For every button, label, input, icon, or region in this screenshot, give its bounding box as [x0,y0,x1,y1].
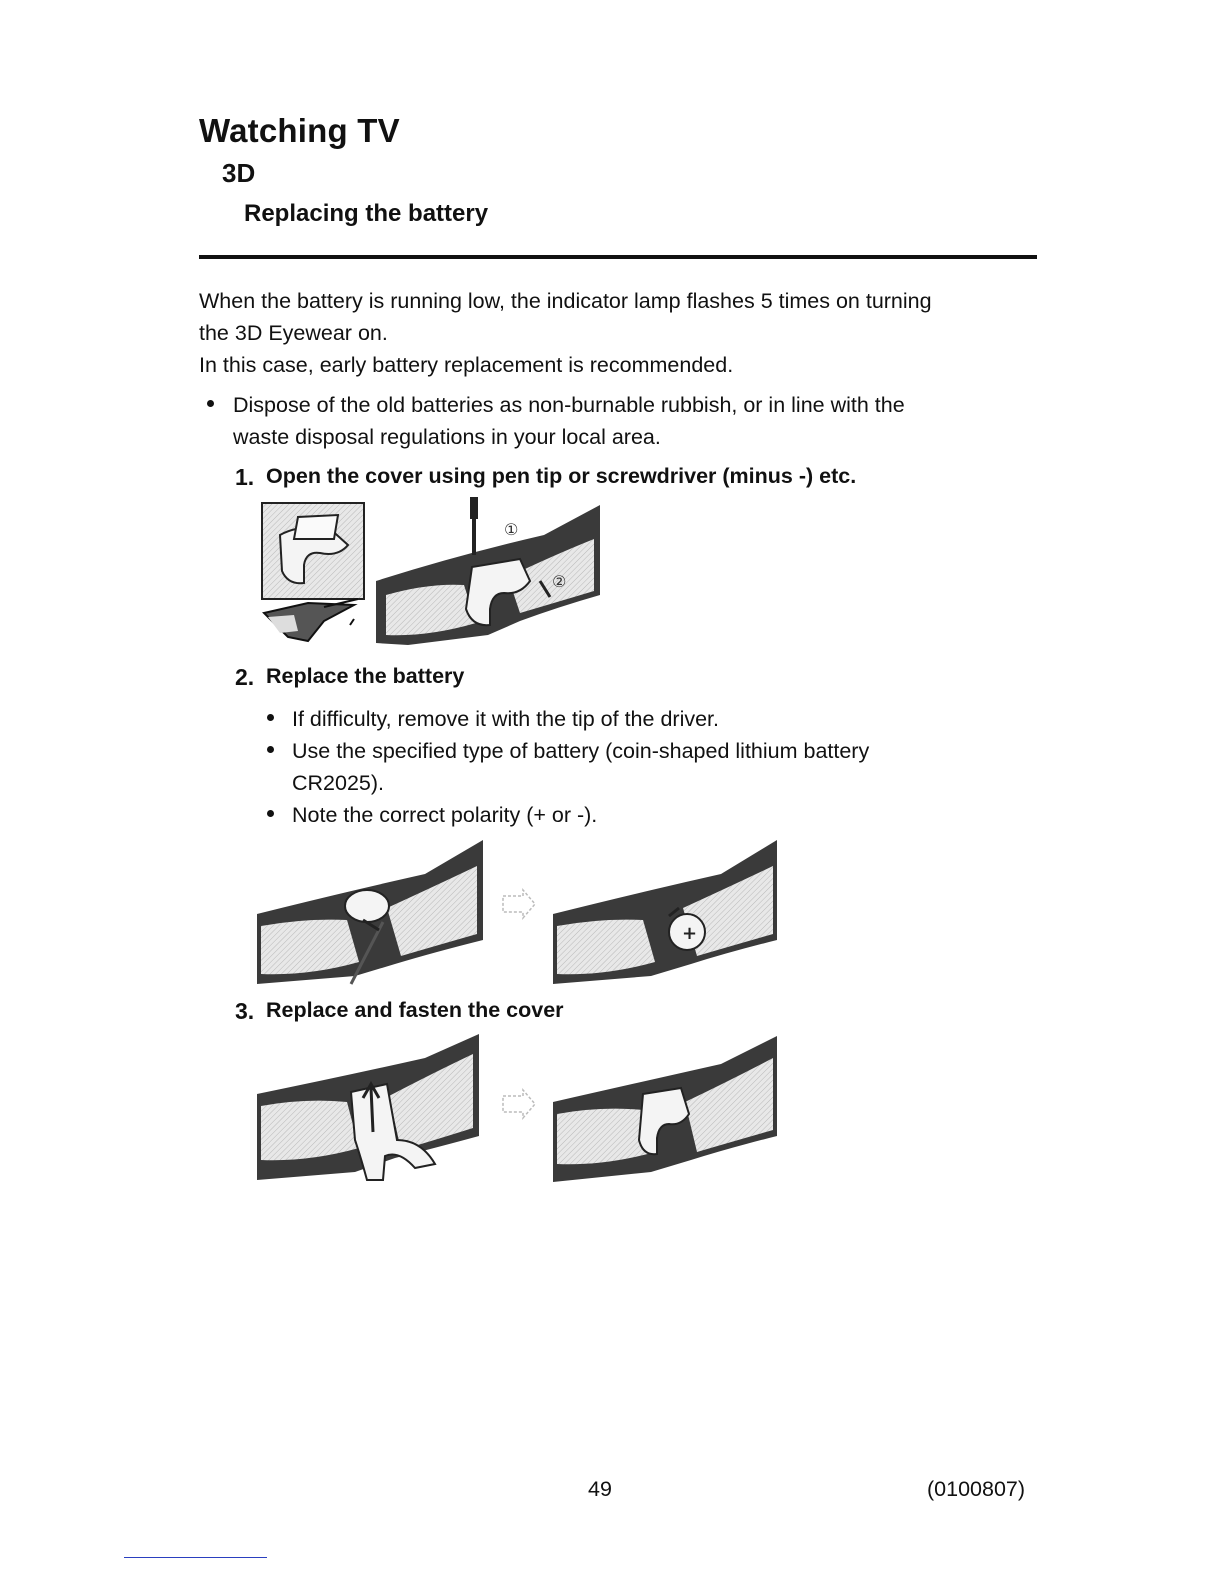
step-2-number: 2. [235,664,255,690]
step-2-text: Replace the battery [266,664,465,688]
inset-closeup [262,503,364,599]
step-2-bullet-3: Note the correct polarity (+ or -). [292,803,598,827]
plus-label: + [682,923,698,944]
step-1-number: 1. [235,464,255,490]
document-code: (0100807) [927,1477,1026,1501]
step-3-text: Replace and fasten the cover [266,998,564,1022]
marker-1: ① [504,520,519,539]
step-2-bullet-2-line-1: Use the specified type of battery (coin-shaped lithium battery [292,739,870,763]
intro-line-2: the 3D Eyewear on. [199,321,388,345]
step-3-number: 3. [235,998,255,1024]
bullet-dot [267,746,274,753]
eyewear-cover-closed [553,1036,777,1182]
marker-2: ② [552,572,567,591]
page-title: Watching TV [199,112,400,149]
bullet-dot [267,810,274,817]
figure-open-cover [258,495,608,655]
eyewear-battery-insert [553,840,777,984]
arrow-right-icon [503,890,535,918]
eyewear-battery-remove [257,840,483,984]
intro-line-3: In this case, early battery replacement is recommended. [199,353,734,377]
eyewear-cover-slide [257,1034,479,1180]
page-number: 49 [588,1477,612,1501]
eyewear-closeup [376,497,600,645]
figure-fasten-cover [255,1032,785,1184]
arrow-right-icon [503,1090,535,1118]
figure-replace-battery [255,836,785,986]
step-2-bullet-2-line-2: CR2025). [292,771,385,795]
step-2-bullet-1: If difficulty, remove it with the tip of the driver. [292,707,719,731]
subsection-title: Replacing the battery [244,200,489,227]
intro-line-1: When the battery is running low, the indicator lamp flashes 5 times on turning [199,289,932,313]
note-line-1: Dispose of the old batteries as non-burnable rubbish, or in line with the [233,393,905,417]
note-line-2: waste disposal regulations in your local area. [233,425,661,449]
small-eyewear [264,599,358,641]
bullet-dot [267,714,274,721]
section-title: 3D [222,158,256,188]
footer-link-underline [124,1557,267,1558]
header-divider [199,255,1037,259]
step-1-text: Open the cover using pen tip or screwdriver (minus -) etc. [266,464,857,488]
bullet-dot [207,400,214,407]
